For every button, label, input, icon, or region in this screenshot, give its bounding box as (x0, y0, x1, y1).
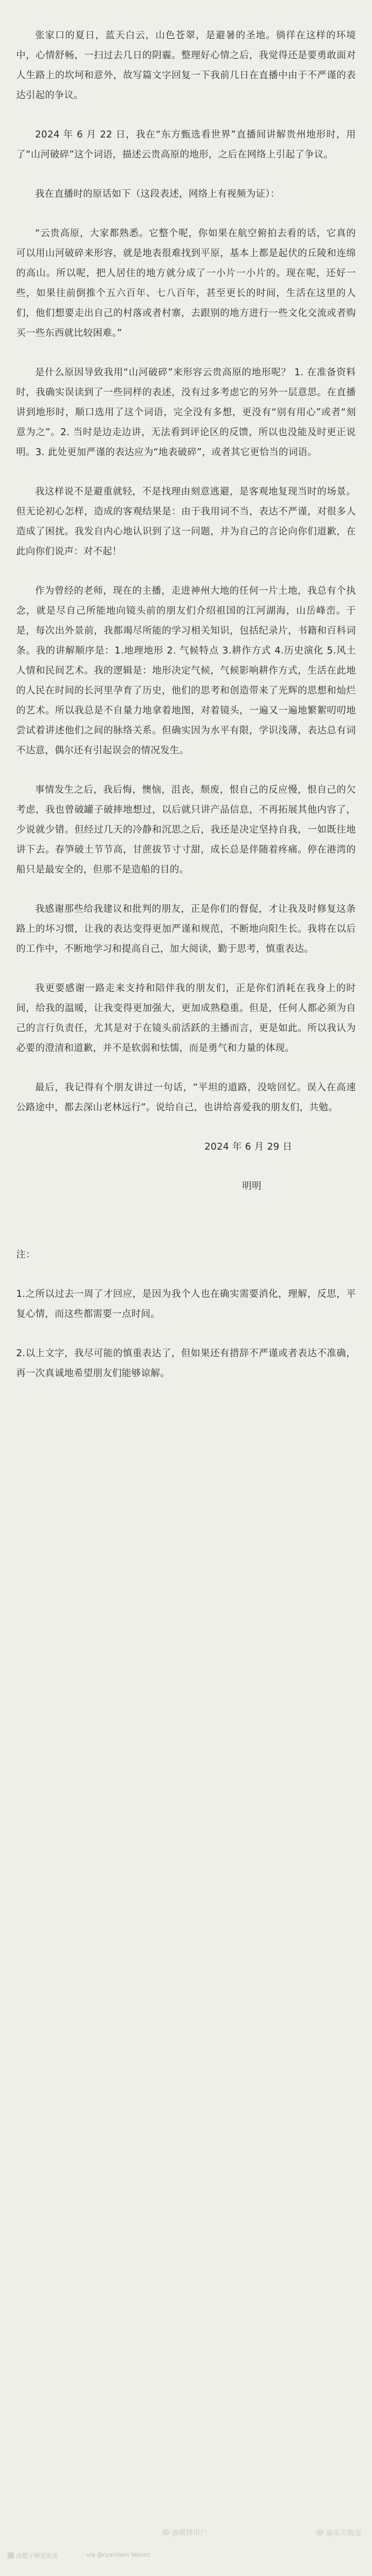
weibo-watermark-right (316, 2527, 361, 2537)
paragraph-thanks-supporters: 我更要感谢一路走来支持和陪伴我的朋友们，正是你们消耗在我身上的时间，给我的温暖，让我变得更加强大，更加成熟稳重。但是，任何人都必须为自己的言行负责任，尤其是对于在镜头前活跃的主播而言，更是如此。所以我认为必要的澄清和道歉，并不是软弱和怯懦，而是勇气和力量的体现。 (16, 983, 356, 1054)
weibo-watermark-mid (162, 2527, 207, 2537)
paragraph-thanks-critics: 我感谢那些给我建议和批判的朋友，正是你们的督促，才让我及时修复这条路上的坏习惯，让我的表达变得更加严谨和规范，不断地向阳生长。我将在以后的工作中，不断地学习和提高自己，加大阅读，勤于思考，慎重表达。 (16, 904, 356, 954)
paragraph-reflection: 事情发生之后，我后悔，懊恼，沮丧，颓废，恨自己的反应慢，恨自己的欠考虑，我也曾破罐子破摔地想过，以后就只讲产品信息，不再拓展其他内容了，少说就少错。但经过几天的冷静和沉思之后，我还是决定坚持自我，一如既往地讲下去。春笋破土节节高，甘蔗拔节寸寸甜，成长总是伴随着疼痛。停在港湾的船只是最安全的，但那不是造船的目的。 (16, 785, 356, 875)
letter-author: 明明 (242, 1181, 261, 1192)
weibo-watermark-mid-text: @微博用户 (172, 2529, 208, 2537)
letter-content (16, 26, 356, 1403)
letter-date: 2024 年 6 月 29 日 (204, 1142, 292, 1152)
weibo-icon (162, 2529, 170, 2536)
paragraph-3: 我在直播时的原话如下（这段表述，网络上有视频为证）： (35, 189, 280, 200)
note-2: 2.以上文字，我尽可能的慎重表达了，但如果还有措辞不严谨或者表达不准确，再一次真诚地希望朋友们能够谅解。 (16, 1348, 356, 1379)
app-icon (8, 2552, 14, 2559)
footer-via: via @ruanlaon Voices (86, 2551, 150, 2558)
paragraph-closing: 最后，我记得有个朋友讲过一句话，“平坦的道路，没啥回忆。误入在高速公路途中，都去深山老林远行”。说给自己，也讲给喜爱我的朋友们，共勉。 (16, 1082, 356, 1113)
weibo-watermark-right-text: @东方甄选 (326, 2529, 361, 2537)
paragraph-1: 张家口的夏日，蓝天白云，山色苍翠，是避暑的圣地。徜徉在这样的环境中，心情舒畅，一扫过去几日的阴霾。整理好心情之后，我觉得还是要勇敢面对人生路上的坎坷和意外，故写篇文字回复一下我前几日在直播中由于不严谨的表达引起的争议。 (16, 30, 356, 101)
notes-section (16, 1245, 356, 1384)
paragraph-2: 2024 年 6 月 22 日，我在“东方甄选看世界”直播间讲解贵州地形时，用了“山河破碎”这个词语，描述云贵高原的地形，之后在网络上引起了争议。 (16, 129, 356, 160)
footer-source-text: 由橙子视觉发送 (16, 2552, 58, 2559)
paragraph-teacher: 作为曾经的老师，现在的主播，走进神州大地的任何一片土地，我总有个执念，就是尽自己所能地向镜头前的朋友们介绍祖国的江河湖海，山岳峰峦。于是，每次出外景前，我都竭尽所能的学习相关知识，包括纪录片，书籍和百科词条。我的讲解顺序是：1.地理地形 2. 气候特点 3.耕作方式 4.历史演化 5.风土人情和民间艺术。我的逻辑是：地形决定气候，气候影响耕作方式，生活在此地的人民在时间的长河里孕育了历史，他们的思考和创造带来了光辉的思想和灿烂的艺术。所以我总是不自量力地拿着地图，对着镜头，一遍又一遍地繁絮叨叨地尝试着讲述他们之间的脉络关系。但确实因为水平有限，学识浅薄，表达总有词不达意，偶尔还有引起误会的情况发生。 (16, 586, 356, 756)
paragraph-apology: 我这样说不是避重就轻，不是找理由刻意逃避，是客观地复现当时的场景。但无论初心怎样，造成的客观结果是：由于我用词不当，表达不严谨，对很多人造成了困扰。我发自内心地认识到了这一问题，并为自己的言论向你们道歉，在此向你们说声：对不起！ (16, 486, 356, 557)
footer-source (8, 2551, 58, 2560)
weibo-icon (316, 2529, 324, 2536)
paragraph-reasons: 是什么原因导致我用“山河破碎”来形容云贵高原的地形呢？ 1. 在准备资料时，我确实误读到了一些同样的表述，没有过多考虑它的另外一层意思。在直播讲到地形时，顺口选用了这个词语，完全没有多想，更没有“别有用心”或者“刻意为之”。2. 当时是边走边讲，无法看到评论区的反馈，所以也没能及时更正说明。3. 此处更加严谨的表达应为“地表破碎”，或者其它更恰当的词语。 (16, 367, 356, 458)
footer-watermark (0, 2547, 372, 2563)
signature-block (16, 1137, 356, 1197)
livestream-quote: “云贵高原，大家都熟悉。它整个呢，你如果在航空俯拍去看的话，它真的可以用山河破碎来形容，就是地表很难找到平原，基本上都是起伏的丘陵和连绵的高山。所以呢，把人居住的地方就分成了一小片一小片的。现在呢，还好一些，如果往前倒推个五六百年、七八百年，甚至更长的时间，生活在这里的人们，他们想要走出自己的村落或者村寨，去跟别的地方进行一些文化交流或者购买一些东西就比较困难。” (16, 228, 356, 339)
note-1: 1.之所以过去一周了才回应，是因为我个人也在确实需要消化，理解，反思，平复心情，而这些都需要一点时间。 (16, 1289, 356, 1320)
notes-heading: 注： (16, 1249, 36, 1260)
